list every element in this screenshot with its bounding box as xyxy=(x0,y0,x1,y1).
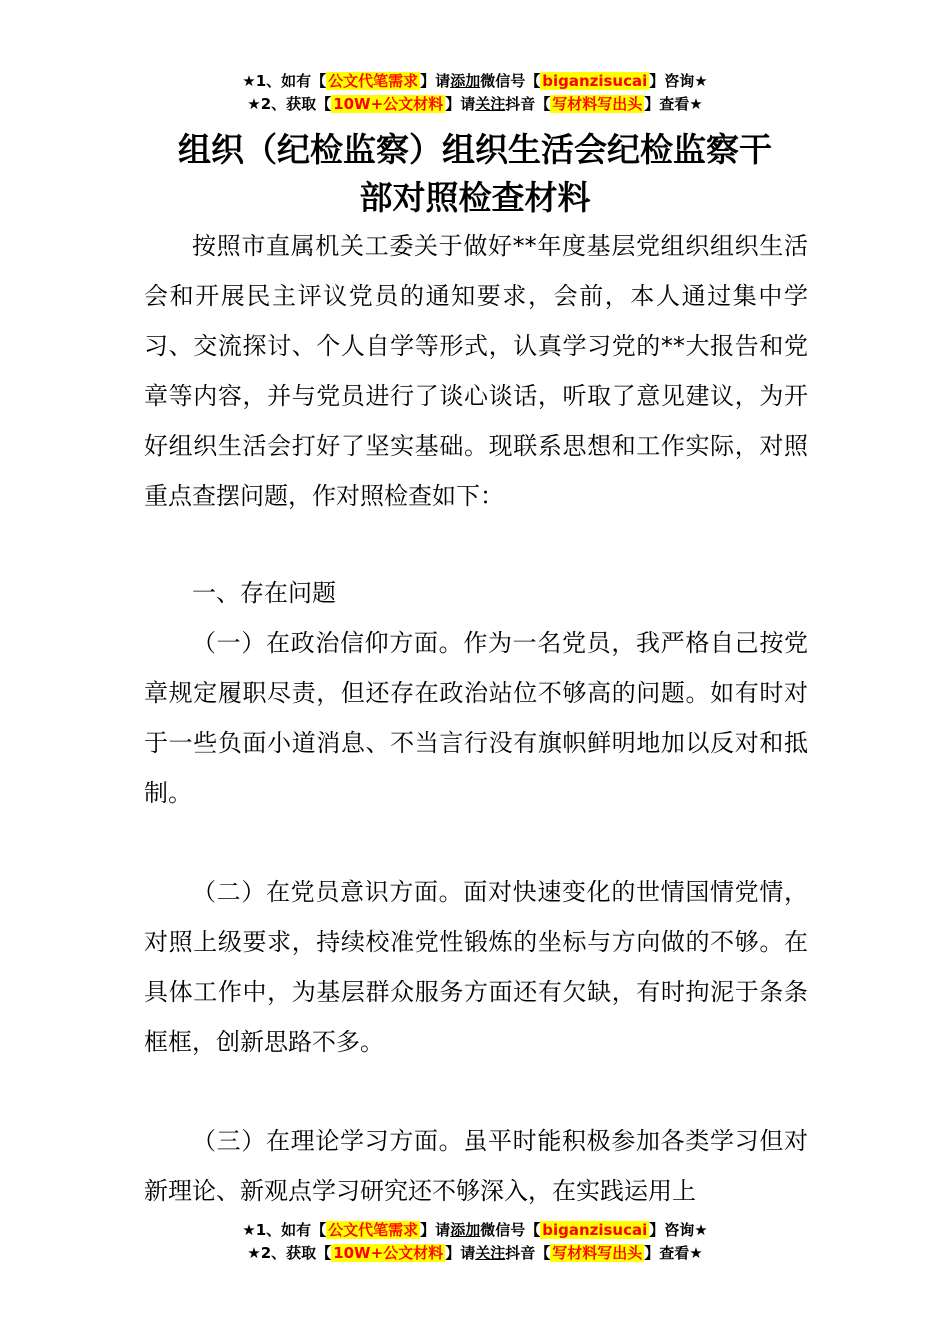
bottom-banner-line-1 xyxy=(0,1219,950,1242)
section-heading: 一、存在问题 xyxy=(192,579,336,607)
banner-text: 】查看★ xyxy=(644,1244,703,1262)
banner-underlined: 关注 xyxy=(475,95,506,113)
document-title xyxy=(120,126,830,222)
banner-text: ★1、如有【 xyxy=(242,72,327,90)
banner-highlight: 10W+公文材料 xyxy=(333,1244,444,1262)
banner-text: 抖音【 xyxy=(505,1244,551,1262)
intro-block xyxy=(144,221,808,521)
banner-underlined: 添加 xyxy=(450,1221,481,1239)
banner-text: 】请 xyxy=(420,1221,451,1239)
banner-text: 】查看★ xyxy=(644,95,703,113)
banner-highlight: 公文代笔需求 xyxy=(328,72,419,90)
banner-text: 微信号【 xyxy=(480,72,541,90)
item-2-paragraph: （二）在党员意识方面。面对快速变化的世情国情党情，对照上级要求，持续校准党性锻炼的坐标与方向做的不够。在具体工作中，为基层群众服务方面还有欠缺，有时拘泥于条条框框，创新思路不多。 xyxy=(144,878,808,1056)
banner-text: 】咨询★ xyxy=(649,1221,708,1239)
banner-text: ★2、获取【 xyxy=(247,95,332,113)
item-1-paragraph: （一）在政治信仰方面。作为一名党员，我严格自己按党章规定履职尽责，但还存在政治站位不够高的问题。如有时对于一些负面小道消息、不当言行没有旗帜鲜明地加以反对和抵制。 xyxy=(144,629,808,807)
banner-highlight: biganzisucai xyxy=(542,72,648,90)
banner-text: 】请 xyxy=(420,72,451,90)
banner-highlight: 10W+公文材料 xyxy=(333,95,444,113)
bottom-banner-line-2 xyxy=(0,1242,950,1265)
item-3-paragraph: （三）在理论学习方面。虽平时能积极参加各类学习但对新理论、新观点学习研究还不够深入，在实践运用上 xyxy=(144,1127,808,1205)
banner-highlight: 写材料写出头 xyxy=(552,1244,643,1262)
top-banner-line-2 xyxy=(0,93,950,116)
title-line-1: 组织（纪检监察）组织生活会纪检监察干 xyxy=(178,130,772,169)
banner-highlight: 公文代笔需求 xyxy=(328,1221,419,1239)
banner-underlined: 关注 xyxy=(475,1244,506,1262)
title-line-2: 部对照检查材料 xyxy=(359,178,591,217)
banner-highlight: biganzisucai xyxy=(542,1221,648,1239)
top-banner-line-1 xyxy=(0,70,950,93)
banner-text: 】请 xyxy=(445,1244,476,1262)
banner-text: 】请 xyxy=(445,95,476,113)
banner-text: ★2、获取【 xyxy=(247,1244,332,1262)
item-3-block xyxy=(144,1116,808,1216)
intro-paragraph: 按照市直属机关工委关于做好**年度基层党组织组织生活会和开展民主评议党员的通知要求，会前，本人通过集中学习、交流探讨、个人自学等形式，认真学习党的**大报告和党章等内容，并与党员进行了谈心谈话，听取了意见建议，为开好组织生活会打好了坚实基础。现联系思想和工作实际，对照重点查摆问题，作对照检查如下： xyxy=(144,232,808,510)
section-1 xyxy=(144,568,808,818)
banner-text: 】咨询★ xyxy=(649,72,708,90)
banner-text: ★1、如有【 xyxy=(242,1221,327,1239)
banner-highlight: 写材料写出头 xyxy=(552,95,643,113)
banner-text: 抖音【 xyxy=(505,95,551,113)
banner-underlined: 添加 xyxy=(450,72,481,90)
banner-text: 微信号【 xyxy=(480,1221,541,1239)
item-2-block xyxy=(144,867,808,1067)
